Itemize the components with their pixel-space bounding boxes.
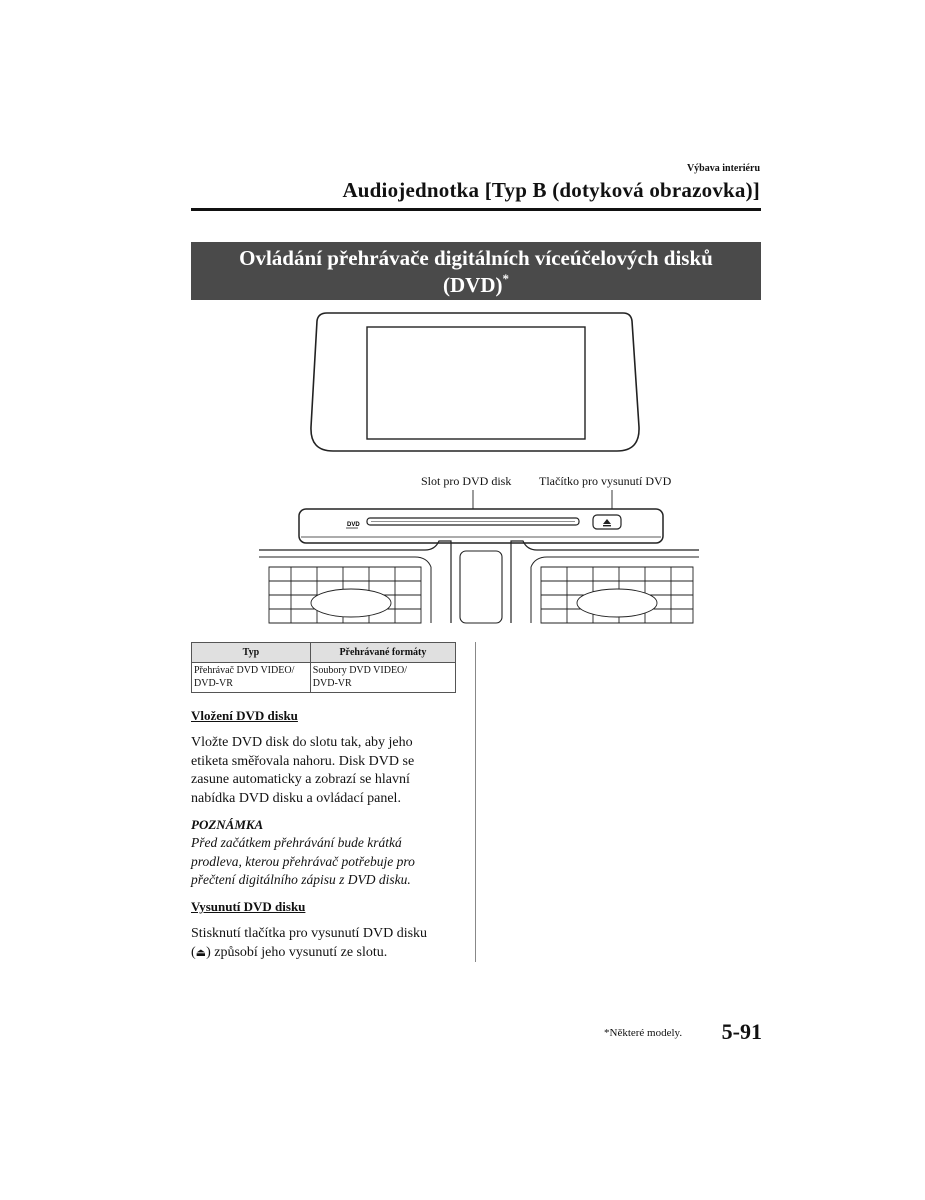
column-divider [475, 642, 476, 962]
insert-paragraph [191, 734, 461, 808]
air-vent-right [541, 567, 693, 623]
section-label: Výbava interiéru [686, 163, 760, 174]
table-cell-formats [310, 663, 455, 693]
text-line: Stisknutí tlačítka pro vysunutí DVD disku [191, 926, 428, 941]
banner-line-1: Ovládání přehrávače digitálních víceúčelových disků [239, 246, 713, 270]
text-line: etiketa směřovala nahoru. Disk DVD se [191, 753, 415, 769]
text-line: prodleva, kterou přehrávač potřebuje pro [191, 853, 415, 869]
slot-label: Slot pro DVD disk [421, 474, 512, 488]
table-header-formats: Přehrávané formáty [310, 643, 455, 663]
note-label: POZNÁMKA [191, 817, 264, 832]
text-line: nabídka DVD disku a ovládací panel. [191, 790, 401, 806]
dvd-logo: DVD [347, 522, 360, 528]
text-line: Před začátkem přehrávání bude krátká [191, 835, 402, 850]
table-cell-type [192, 663, 311, 693]
table-header-type: Typ [192, 643, 311, 663]
text-rest: ) způsobí jeho vysunutí ze slotu. [206, 944, 388, 960]
eject-icon: ⏏ [195, 945, 207, 959]
text-line [191, 944, 461, 963]
table-row [192, 663, 456, 693]
text-line: zasune automaticky a zobrazí se hlavní [191, 772, 410, 787]
banner-line-2 [191, 272, 761, 299]
page-number: 5-91 [721, 1019, 762, 1044]
paren-open: ( [191, 944, 196, 960]
eject-button-label: Tlačítko pro vysunutí DVD [539, 474, 672, 488]
table-cell-line: DVD-VR [312, 678, 352, 689]
table-cell-line: Přehrávač DVD VIDEO/ [194, 665, 295, 676]
eject-paragraph [191, 925, 461, 962]
note-paragraph [191, 834, 461, 890]
banner-asterisk: * [502, 271, 509, 286]
eject-icon [593, 515, 621, 529]
header-rule [191, 208, 761, 211]
air-vent-left [269, 567, 421, 623]
insert-heading: Vložení DVD disku [191, 708, 298, 723]
table-cell-line: Soubory DVD VIDEO/ [312, 665, 408, 676]
banner-dvd: (DVD) [443, 273, 503, 297]
section-banner [191, 242, 761, 300]
text-line: Vložte DVD disk do slotu tak, aby jeho [191, 735, 413, 750]
table-header-row [192, 643, 456, 663]
chapter-title: Audiojednotka [Typ B (dotyková obrazovka)] [342, 178, 760, 202]
text-line: přečtení digitálního zápisu z DVD disku. [191, 872, 411, 887]
footnote: *Některé modely. [604, 1027, 683, 1039]
eject-heading: Vysunutí DVD disku [191, 899, 306, 914]
formats-table [191, 642, 456, 693]
table-cell-line: DVD-VR [194, 678, 233, 689]
screen-unit-illustration [255, 305, 705, 630]
